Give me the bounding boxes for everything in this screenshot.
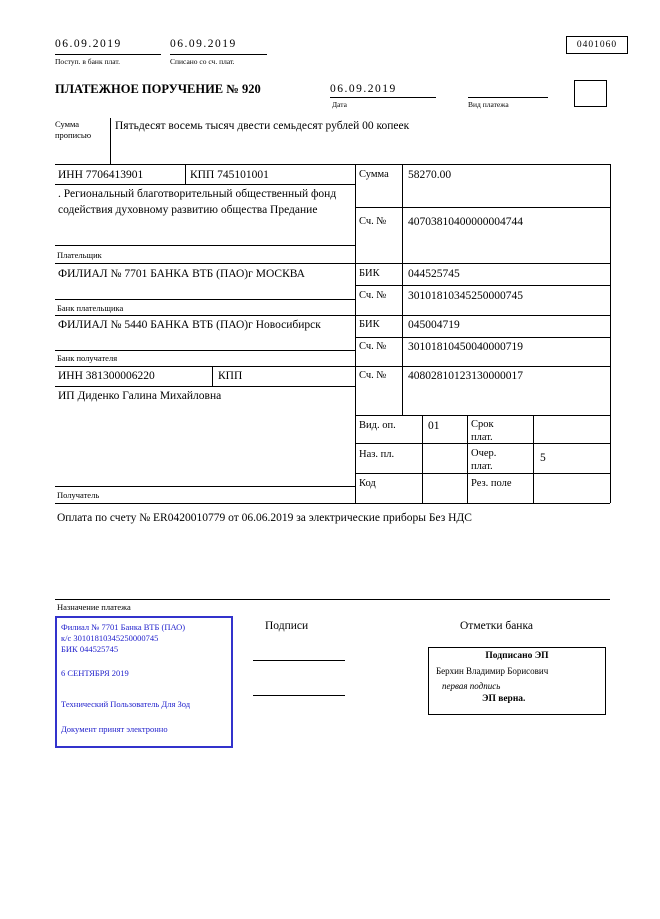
amount-value: 58270.00	[408, 169, 452, 181]
payer-account-value: 40703810400000004744	[408, 216, 523, 228]
table-border-h	[355, 415, 610, 416]
date-debited-label: Списано со сч. плат.	[170, 57, 235, 66]
table-border-h	[55, 503, 610, 504]
stamp-date: 6 СЕНТЯБРЯ 2019	[61, 668, 129, 678]
payment-type-label: Вид платежа	[468, 100, 509, 109]
stamp-user: Технический Пользователь Для Зод	[61, 699, 191, 709]
table-border-v	[402, 164, 403, 415]
payer-bank-corr-account: 30101810345250000745	[408, 290, 523, 302]
payment-type-box	[574, 80, 607, 107]
stamp-bank-name: Филиал № 7701 Банка ВТБ (ПАО)	[61, 622, 186, 632]
signature-line	[253, 660, 345, 661]
document-date-label: Дата	[332, 100, 347, 109]
table-border-h	[355, 473, 610, 474]
table-border-h	[55, 245, 355, 246]
field-underline	[55, 54, 161, 55]
table-border-h	[55, 263, 610, 264]
table-border-h	[55, 366, 610, 367]
payee-inn: ИНН 381300006220	[58, 370, 155, 382]
payment-purpose-label: Назначение платежа	[57, 602, 131, 612]
field-underline	[55, 599, 610, 600]
payer-section-label: Плательщик	[57, 250, 102, 260]
payee-bank-section-label: Банк получателя	[57, 353, 118, 363]
table-border-v	[110, 118, 111, 164]
table-border-h	[55, 164, 610, 165]
esign-title: Подписано ЭП	[485, 651, 549, 661]
vid-op-value: 01	[428, 420, 440, 432]
ocher-plat-value: 5	[540, 452, 546, 464]
table-border-h	[55, 184, 355, 185]
table-border-h	[55, 386, 355, 387]
payee-bank-name: ФИЛИАЛ № 5440 БАНКА ВТБ (ПАО)г Новосибирск	[58, 319, 321, 331]
payer-bank-corr-label: Сч. №	[359, 290, 387, 301]
table-border-h	[355, 207, 610, 208]
date-received: 06.09.2019	[55, 38, 122, 50]
date-debited: 06.09.2019	[170, 38, 237, 50]
document-date: 06.09.2019	[330, 83, 397, 95]
field-underline	[468, 97, 548, 98]
table-border-v	[533, 415, 534, 503]
stamp-bik: БИК 044525745	[61, 644, 119, 654]
ocher-plat-label: Очер. плат.	[471, 448, 497, 472]
payee-section-label: Получатель	[57, 490, 100, 500]
payer-bank-bik-label: БИК	[359, 268, 380, 279]
amount-words-label: Сумма прописью	[55, 119, 92, 141]
esign-name: Берхин Владимир Борисович	[436, 666, 549, 676]
payee-name: ИП Диденко Галина Михайловна	[58, 390, 222, 402]
table-border-v	[610, 164, 611, 503]
payment-purpose-text: Оплата по счету № ER0420010779 от 06.06.2019 за электрические приборы Без НДС	[57, 512, 472, 524]
esign-role: первая подпись	[442, 681, 501, 691]
field-underline	[170, 54, 267, 55]
payee-bank-corr-account: 30101810450040000719	[408, 341, 523, 353]
amount-label: Сумма	[359, 169, 389, 180]
document-title: ПЛАТЕЖНОЕ ПОРУЧЕНИЕ № 920	[55, 82, 261, 96]
bank-marks-label: Отметки банка	[460, 620, 533, 632]
date-received-label: Поступ. в банк плат.	[55, 57, 120, 66]
vid-op-label: Вид. оп.	[359, 420, 396, 431]
payer-bank-bik: 044525745	[408, 268, 460, 280]
payer-kpp: КПП 745101001	[190, 169, 269, 181]
amount-words-value: Пятьдесят восемь тысяч двести семьдесят рублей 00 копеек	[115, 120, 410, 132]
kod-label: Код	[359, 478, 376, 489]
table-border-h	[55, 299, 355, 300]
rez-pole-label: Рез. поле	[471, 478, 512, 489]
srok-plat-label: Срок плат.	[471, 419, 494, 443]
signature-line	[253, 695, 345, 696]
payee-bank-bik: 045004719	[408, 319, 460, 331]
field-underline	[330, 97, 436, 98]
table-border-v	[212, 366, 213, 386]
payer-name: . Региональный благотворительный общественный фонд содействия духовному развитию общества Предание	[58, 188, 337, 216]
payer-account-label: Сч. №	[359, 216, 387, 227]
payer-bank-name: ФИЛИАЛ № 7701 БАНКА ВТБ (ПАО)г МОСКВА	[58, 268, 305, 280]
stamp-note: Документ принят электронно	[61, 724, 168, 734]
form-code-box: 0401060	[566, 36, 628, 54]
signatures-label: Подписи	[265, 620, 309, 632]
payee-account-value: 40802810123130000017	[408, 370, 523, 382]
stamp-corr-account: к/с 30101810345250000745	[61, 633, 159, 643]
table-border-v	[185, 164, 186, 184]
payer-bank-section-label: Банк плательщика	[57, 303, 124, 313]
payee-kpp-label: КПП	[218, 370, 243, 382]
table-border-v	[355, 164, 356, 503]
table-border-v	[467, 415, 468, 503]
table-border-h	[355, 337, 610, 338]
payee-bank-corr-label: Сч. №	[359, 341, 387, 352]
table-border-h	[55, 315, 610, 316]
naz-pl-label: Наз. пл.	[359, 449, 395, 460]
table-border-v	[422, 415, 423, 503]
payer-inn: ИНН 7706413901	[58, 169, 144, 181]
table-border-h	[55, 350, 355, 351]
table-border-h	[355, 285, 610, 286]
payee-account-label: Сч. №	[359, 370, 387, 381]
esign-verified: ЭП верна.	[482, 694, 526, 704]
payee-bank-bik-label: БИК	[359, 319, 380, 330]
table-border-h	[55, 486, 355, 487]
